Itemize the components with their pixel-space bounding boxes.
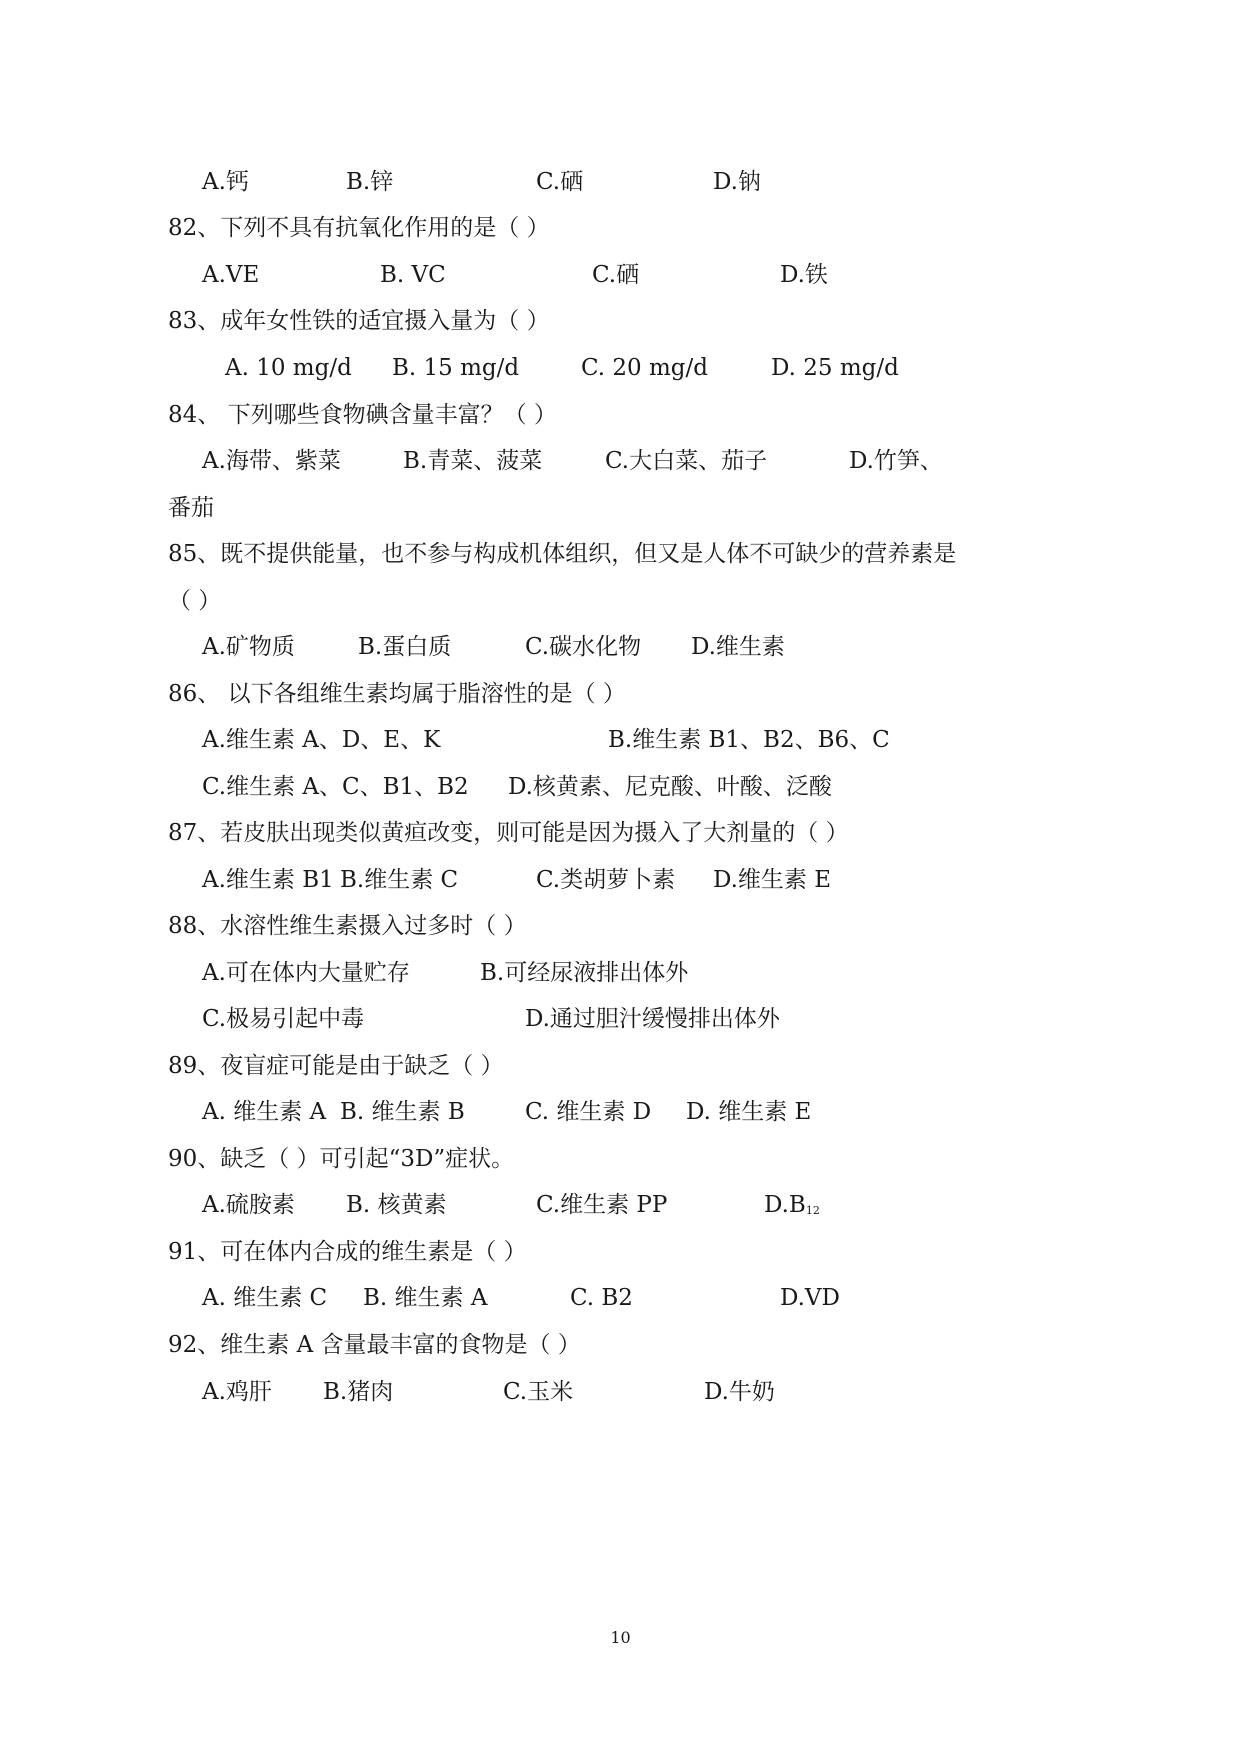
- question-text: 83、成年女性铁的适宜摄入量为（ ）: [168, 308, 550, 334]
- option-c: C.大白菜、茄子: [605, 448, 768, 474]
- answer-blank: （ ）: [168, 588, 222, 614]
- continued-text: 番茄: [168, 495, 214, 521]
- option-c: C.极易引起中毒: [202, 1006, 365, 1032]
- option-d: D.铁: [780, 262, 828, 288]
- option-a: A. 维生素 A: [202, 1099, 327, 1125]
- question-text: 87、若皮肤出现类似黄疸改变，则可能是因为摄入了大剂量的（ ）: [168, 820, 849, 846]
- question-text: 90、缺乏（ ）可引起“3D”症状。: [168, 1146, 515, 1172]
- option-b: B. 维生素 B: [340, 1099, 465, 1125]
- option-d: D.牛奶: [704, 1379, 775, 1405]
- option-d: D.通过胆汁缓慢排出体外: [525, 1006, 780, 1032]
- option-d: D.维生素 E: [713, 867, 832, 893]
- option-a: A.可在体内大量贮存: [202, 960, 410, 986]
- option-c: C.维生素 PP: [536, 1192, 668, 1218]
- option-b: B.蛋白质: [358, 634, 452, 660]
- question-text: 85、既不提供能量，也不参与构成机体组织，但又是人体不可缺少的营养素是: [168, 541, 957, 567]
- option-d: D.核黄素、尼克酸、叶酸、泛酸: [508, 774, 832, 800]
- option-d-subscript: 12: [805, 1204, 820, 1217]
- option-a: A.维生素 A、D、E、K: [202, 727, 441, 753]
- option-c: C.类胡萝卜素: [536, 867, 676, 893]
- option-d: D.钠: [713, 169, 761, 195]
- option-d: D. 25 mg/d: [771, 355, 899, 381]
- option-d: D.竹笋、: [849, 448, 943, 474]
- option-b: B.青菜、菠菜: [403, 448, 543, 474]
- option-a: A.VE: [202, 262, 260, 288]
- question-text: 92、维生素 A 含量最丰富的食物是（ ）: [168, 1332, 581, 1358]
- option-b: B. 维生素 A: [363, 1285, 488, 1311]
- option-a: A. 维生素 C: [202, 1285, 328, 1311]
- page-number: 10: [610, 1628, 631, 1647]
- option-b: B.猪肉: [323, 1379, 394, 1405]
- option-c: C.硒: [592, 262, 640, 288]
- option-c: C.硒: [536, 169, 584, 195]
- option-b: B. VC: [380, 262, 446, 288]
- option-c: C. 20 mg/d: [581, 355, 708, 381]
- option-b: B. 核黄素: [346, 1192, 447, 1218]
- question-text: 88、水溶性维生素摄入过多时（ ）: [168, 913, 527, 939]
- option-b: B.维生素 B1、B2、B6、C: [608, 727, 890, 753]
- option-d-text: D.B: [764, 1192, 806, 1218]
- option-a: A.钙: [202, 169, 249, 195]
- option-d: D.VD: [780, 1285, 840, 1311]
- option-d: D.维生素: [691, 634, 785, 660]
- question-text: 91、可在体内合成的维生素是（ ）: [168, 1239, 527, 1265]
- option-b: B. 15 mg/d: [392, 355, 520, 381]
- option-b: B.维生素 C: [340, 867, 459, 893]
- question-text: 89、夜盲症可能是由于缺乏（ ）: [168, 1053, 504, 1079]
- option-a: A.维生素 B1: [202, 867, 334, 893]
- option-c: C. 维生素 D: [525, 1099, 652, 1125]
- option-a: A.鸡肝: [202, 1379, 272, 1405]
- option-c: C.碳水化物: [525, 634, 642, 660]
- option-c: C. B2: [570, 1285, 633, 1311]
- option-c: C.玉米: [503, 1379, 574, 1405]
- option-d: [764, 1185, 820, 1231]
- question-text: 84、 下列哪些食物碘含量丰富？（ ）: [168, 402, 557, 428]
- option-b: B.锌: [346, 169, 394, 195]
- question-text: 82、下列不具有抗氧化作用的是（ ）: [168, 215, 550, 241]
- option-a: A. 10 mg/d: [225, 355, 352, 381]
- option-c: C.维生素 A、C、B1、B2: [202, 774, 469, 800]
- option-a: A.海带、紫菜: [202, 448, 341, 474]
- question-text: 86、 以下各组维生素均属于脂溶性的是（ ）: [168, 681, 626, 707]
- option-a: A.硫胺素: [202, 1192, 295, 1218]
- option-b: B.可经尿液排出体外: [480, 960, 689, 986]
- option-d: D. 维生素 E: [686, 1099, 812, 1125]
- option-a: A.矿物质: [202, 634, 295, 660]
